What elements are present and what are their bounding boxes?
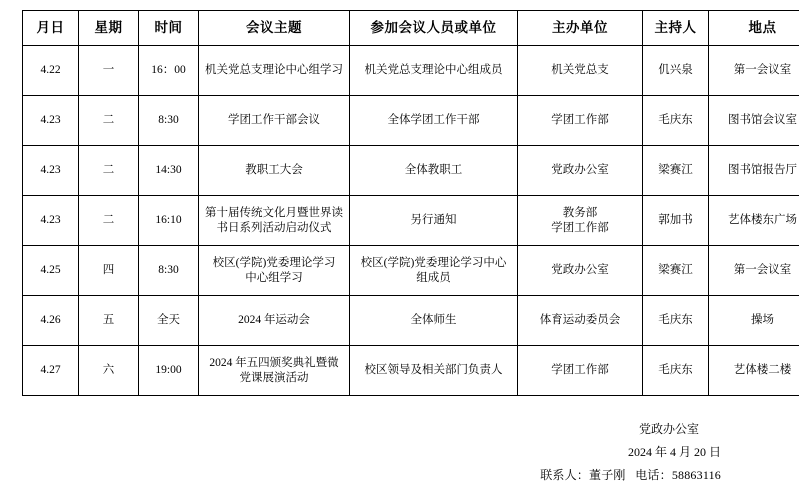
cell-topic xyxy=(199,296,350,346)
cell-topic-line: 2024 年运动会 xyxy=(201,313,347,327)
cell-date: 4.22 xyxy=(23,46,79,96)
footer-contact: 联系人：董子刚 电话：58863116 xyxy=(22,464,721,486)
cell-host: 梁赛江 xyxy=(643,146,709,196)
meeting-schedule-table xyxy=(22,10,799,396)
cell-date: 4.23 xyxy=(23,196,79,246)
table-row xyxy=(23,346,799,396)
table-header xyxy=(23,11,799,46)
table-row xyxy=(23,246,799,296)
cell-date: 4.27 xyxy=(23,346,79,396)
cell-time: 16：00 xyxy=(139,46,199,96)
cell-organizer-line: 机关党总支 xyxy=(520,63,640,77)
cell-organizer xyxy=(518,46,643,96)
table-row xyxy=(23,146,799,196)
cell-participants-line: 组成员 xyxy=(352,271,515,285)
cell-participants xyxy=(350,46,518,96)
cell-topic-line: 校区(学院)党委理论学习 xyxy=(201,256,347,270)
cell-host: 毛庆东 xyxy=(643,346,709,396)
cell-weekday: 一 xyxy=(79,46,139,96)
document-footer xyxy=(22,418,777,486)
cell-time: 8:30 xyxy=(139,246,199,296)
cell-host: 郭加书 xyxy=(643,196,709,246)
cell-date: 4.23 xyxy=(23,96,79,146)
cell-weekday: 二 xyxy=(79,96,139,146)
cell-weekday: 四 xyxy=(79,246,139,296)
cell-topic xyxy=(199,96,350,146)
cell-organizer xyxy=(518,196,643,246)
cell-participants-line: 全体教职工 xyxy=(352,163,515,177)
cell-participants-line: 全体学团工作干部 xyxy=(352,113,515,127)
cell-date: 4.25 xyxy=(23,246,79,296)
cell-topic-line: 书日系列活动启动仪式 xyxy=(201,221,347,235)
cell-participants xyxy=(350,346,518,396)
cell-topic xyxy=(199,346,350,396)
cell-organizer-line: 党政办公室 xyxy=(520,163,640,177)
table-header-row xyxy=(23,11,799,46)
cell-host: 仉兴泉 xyxy=(643,46,709,96)
cell-organizer xyxy=(518,246,643,296)
cell-topic-line: 学团工作干部会议 xyxy=(201,113,347,127)
cell-topic-line: 2024 年五四颁奖典礼暨微 xyxy=(201,356,347,370)
cell-time: 全天 xyxy=(139,296,199,346)
cell-participants xyxy=(350,146,518,196)
table-body xyxy=(23,46,799,396)
cell-host: 梁赛江 xyxy=(643,246,709,296)
column-header-topic: 会议主题 xyxy=(199,11,350,46)
cell-organizer-line: 教务部 xyxy=(520,206,640,220)
cell-date: 4.23 xyxy=(23,146,79,196)
table-row xyxy=(23,196,799,246)
cell-weekday: 六 xyxy=(79,346,139,396)
cell-time: 14:30 xyxy=(139,146,199,196)
cell-participants-line: 机关党总支理论中心组成员 xyxy=(352,63,515,77)
cell-participants xyxy=(350,296,518,346)
cell-host: 毛庆东 xyxy=(643,96,709,146)
cell-organizer xyxy=(518,346,643,396)
cell-topic-line: 第十届传统文化月暨世界读 xyxy=(201,206,347,220)
table-row xyxy=(23,296,799,346)
column-header-host: 主持人 xyxy=(643,11,709,46)
cell-topic-line: 党课展演活动 xyxy=(201,371,347,385)
cell-participants-line: 另行通知 xyxy=(352,213,515,227)
column-header-organizer: 主办单位 xyxy=(518,11,643,46)
cell-organizer-line: 学团工作部 xyxy=(520,221,640,235)
cell-weekday: 二 xyxy=(79,196,139,246)
table-row xyxy=(23,96,799,146)
column-header-location: 地点 xyxy=(709,11,799,46)
cell-weekday: 二 xyxy=(79,146,139,196)
cell-topic xyxy=(199,196,350,246)
cell-topic-line: 教职工大会 xyxy=(201,163,347,177)
cell-location: 图书馆会议室 xyxy=(709,96,799,146)
column-header-weekday: 星期 xyxy=(79,11,139,46)
cell-time: 16:10 xyxy=(139,196,199,246)
table-row xyxy=(23,46,799,96)
cell-location: 第一会议室 xyxy=(709,46,799,96)
cell-organizer xyxy=(518,146,643,196)
footer-date: 2024 年 4 月 20 日 xyxy=(22,441,721,464)
cell-topic-line: 机关党总支理论中心组学习 xyxy=(201,63,347,77)
cell-topic xyxy=(199,246,350,296)
cell-organizer-line: 学团工作部 xyxy=(520,113,640,127)
cell-participants-line: 校区(学院)党委理论学习中心 xyxy=(352,256,515,270)
cell-participants-line: 全体师生 xyxy=(352,313,515,327)
cell-weekday: 五 xyxy=(79,296,139,346)
cell-location: 图书馆报告厅 xyxy=(709,146,799,196)
cell-date: 4.26 xyxy=(23,296,79,346)
column-header-time: 时间 xyxy=(139,11,199,46)
footer-organization: 党政办公室 xyxy=(22,418,721,441)
cell-participants xyxy=(350,96,518,146)
cell-time: 8:30 xyxy=(139,96,199,146)
cell-location: 第一会议室 xyxy=(709,246,799,296)
cell-organizer-line: 体育运动委员会 xyxy=(520,313,640,327)
cell-location: 艺体楼东广场 xyxy=(709,196,799,246)
cell-participants-line: 校区领导及相关部门负责人 xyxy=(352,363,515,377)
cell-location: 操场 xyxy=(709,296,799,346)
cell-organizer-line: 党政办公室 xyxy=(520,263,640,277)
cell-participants xyxy=(350,246,518,296)
cell-topic-line: 中心组学习 xyxy=(201,271,347,285)
cell-organizer-line: 学团工作部 xyxy=(520,363,640,377)
cell-time: 19:00 xyxy=(139,346,199,396)
cell-topic xyxy=(199,146,350,196)
cell-organizer xyxy=(518,96,643,146)
column-header-participants: 参加会议人员或单位 xyxy=(350,11,518,46)
cell-participants xyxy=(350,196,518,246)
column-header-date: 月日 xyxy=(23,11,79,46)
cell-organizer xyxy=(518,296,643,346)
cell-host: 毛庆东 xyxy=(643,296,709,346)
cell-location: 艺体楼二楼 xyxy=(709,346,799,396)
cell-topic xyxy=(199,46,350,96)
